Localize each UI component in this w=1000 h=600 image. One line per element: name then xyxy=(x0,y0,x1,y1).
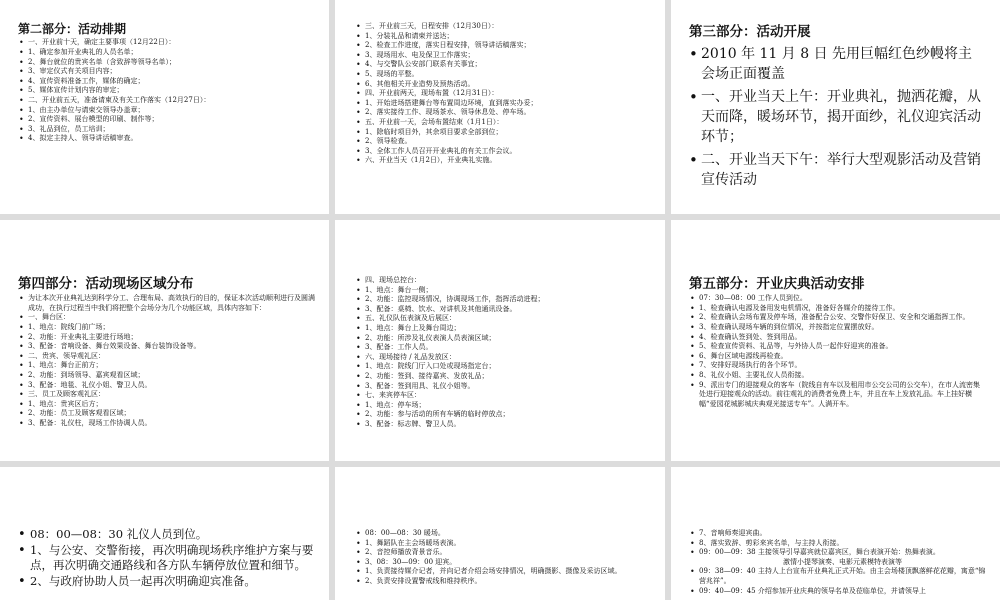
slide-title: 第四部分：活动现场区域分布 xyxy=(18,276,194,292)
list-item: • 5、现场的平整。 xyxy=(355,70,657,80)
list-item: • 4、拟定主持人、领导讲话稿审查。 xyxy=(18,134,321,144)
bullet-list xyxy=(18,38,321,144)
bullet-list xyxy=(355,529,657,587)
list-item: • 3、配备：桌椅、饮水、对讲机及其他通讯设备。 xyxy=(355,305,657,315)
list-item: • 四、现场总控台： xyxy=(355,276,657,286)
list-item: • 3、现场用水、电及保卫工作落实； xyxy=(355,51,657,61)
slide-2-schedule[interactable] xyxy=(0,0,329,214)
list-item: • 1、除临时项目外，其余项目要求全部到位； xyxy=(355,128,657,138)
list-item: • 7、音响师奏迎宾曲。 xyxy=(689,529,986,539)
slide-title: 第五部分：开业庆典活动安排 xyxy=(689,276,865,292)
slide-5-celebration[interactable] xyxy=(671,220,1000,461)
list-item: • 二、开业前五天，准备请柬及有关工作落实（12月27日）： xyxy=(18,96,321,106)
list-item: • 1、地点：舞台正前方； xyxy=(18,361,317,371)
list-item: • 2、功能：到场领导、嘉宾观看区域； xyxy=(18,371,317,381)
slide-3-activity[interactable] xyxy=(671,0,1000,214)
list-item: • 3、礼品到位，员工培训； xyxy=(18,125,321,135)
bullet-list xyxy=(355,22,657,166)
list-item: • 六、现场接待 / 礼品发放区： xyxy=(355,353,657,363)
list-item: • 5、检查宣传资料、礼品等，与外协人员一起作好迎宾的准备。 xyxy=(689,342,986,352)
list-item: • 一、舞台区： xyxy=(18,313,317,323)
list-item: • 4、检查确认签到处、签到用品。 xyxy=(689,333,986,343)
bullet-list xyxy=(689,294,986,409)
slide-zones-continued[interactable] xyxy=(335,220,665,461)
list-item: • 一、开业当天上午：开业典礼，抛洒花瓣，从天而降，暖场环节，揭开面纱，礼仪迎宾活动环节； xyxy=(689,87,986,147)
list-item: • 4、宣传资料准备工作，媒体的确定； xyxy=(18,77,321,87)
list-item: • 2、检查确认会场布置及停车场，准备配合公安、交警作好保卫、安全和交通指挥工作。 xyxy=(689,313,986,323)
list-item: • 一、开业前十天，确定主要事项（12月22日）： xyxy=(18,38,321,48)
bullet-list xyxy=(355,276,657,430)
list-item: • 2010 年 11 月 8 日 先用巨幅红色纱幔将主会场正面覆盖 xyxy=(689,44,986,84)
list-item: • 5、媒体宣传计划内容的审定； xyxy=(18,86,321,96)
list-item: • 2、功能：监控现场情况，协调现场工作，指挥活动进程； xyxy=(355,295,657,305)
slide-4-zones[interactable] xyxy=(0,220,329,461)
list-item: • 3、审定仪式有关项目内容； xyxy=(18,67,321,77)
list-item: • 3、配备：地毯、礼仪小姐、警卫人员。 xyxy=(18,381,317,391)
list-item: • 2、功能：开业典礼主要进行场地； xyxy=(18,333,317,343)
list-item: • 09：38—09：40 主持人上台宣布开业典礼正式开始。由主会场楼顶飘落鲜花花瓣，寓意“锦营兆祥”。 xyxy=(689,567,986,586)
list-item: • 为让本次开业典礼达到科学分工、合理布局、高效执行的目的，保证本次活动顺利进行及圆满成功，在执行过程当中我们将把整个会场分为几个功能区域，具体内容如下： xyxy=(18,294,317,313)
list-item: • 08：00—08：30 礼仪人员到位。 xyxy=(18,527,317,542)
list-item: • 4、与交警队公安部门联系有关事宜； xyxy=(355,60,657,70)
list-item: • 1、地点：舞台上及舞台周边； xyxy=(355,324,657,334)
list-item: • 6、舞台区域电源线再检查。 xyxy=(689,352,986,362)
list-item: • 2、检查工作进度，落实日程安排，领导讲话稿落实； xyxy=(355,41,657,51)
list-item: • 五、开业前一天，会场布置结束（1月1日）： xyxy=(355,118,657,128)
list-item: • 2、功能：参与活动的所有车辆的临时停放点； xyxy=(355,410,657,420)
list-item: • 2、落实接待工作、现场茶水、领导休息处、停车场。 xyxy=(355,108,657,118)
list-item: • 07：30—08：00 工作人员到位。 xyxy=(689,294,986,304)
list-item: 激情小提琴演奏、电影元素模特表演等 xyxy=(783,557,902,566)
list-item: • 1、地点：院线门前广场； xyxy=(18,323,317,333)
list-item: • 1、由主办单位与请柬交领导办盖章； xyxy=(18,106,321,116)
list-item: • 8、礼仪小姐、主要礼仪人员衔接。 xyxy=(689,371,986,381)
list-item: • 2、音控师播放背景音乐。 xyxy=(355,548,657,558)
list-item: • 1、开始进场搭建舞台等布置周边环境，直到落实办妥； xyxy=(355,99,657,109)
list-item: • 2、功能：员工及顾客观看区域； xyxy=(18,409,317,419)
list-item: • 四、开业前两天，现场布置（12月31日）： xyxy=(355,89,657,99)
list-item: • 二、开业当天下午：举行大型观影活动及营销宣传活动 xyxy=(689,150,986,190)
list-item: • 3、配备：音响设备、舞台效果设备、舞台装饰设备等。 xyxy=(18,342,317,352)
list-item: • 三、开业前三天，日程安排（12月30日）： xyxy=(355,22,657,32)
list-item: • 3、配备：标志牌、警卫人员。 xyxy=(355,420,657,430)
list-item: • 1、地点：舞台一侧； xyxy=(355,286,657,296)
list-item: • 8、落实致辞、剪彩来宾名单，与主持人衔接。 xyxy=(689,539,986,549)
list-item: • 二、贵宾、领导观礼区： xyxy=(18,352,317,362)
list-item: • 2、领导检查。 xyxy=(355,137,657,147)
list-item: • 6、其他相关开业造势及预热活动。 xyxy=(355,80,657,90)
slide-schedule-continued[interactable] xyxy=(335,0,665,214)
list-item: • 7、安排好现场执行的各个环节。 xyxy=(689,361,986,371)
list-item: • 09：40—09：45 介绍参加开业庆典的领导名单及莅临单位，并请领导上 xyxy=(689,587,986,597)
list-item: • 3、检查确认现场车辆的到位情况，并按指定位置摆放好。 xyxy=(689,323,986,333)
slide-title: 第二部分：活动排期 xyxy=(18,22,127,36)
list-item: • 2、宣传资料、展台模型的印刷、制作等； xyxy=(18,115,321,125)
list-item: • 七、来宾停车区： xyxy=(355,391,657,401)
list-item: • 1、舞蹈队在主会场暖场表演。 xyxy=(355,539,657,549)
list-item: • 3、配备：签到用具、礼仪小姐等。 xyxy=(355,382,657,392)
bullet-list xyxy=(689,44,986,190)
list-item: • 09：00—09：38 主接领导引导嘉宾就位嘉宾区，舞台表演开始：热舞表演。 xyxy=(689,548,986,558)
list-item: • 六、开业当天（1月2日），开业典礼实施。 xyxy=(355,156,657,166)
slide-ceremony-start[interactable] xyxy=(671,467,1000,600)
list-item: • 2、功能：所涉及礼仪表演人员表演区域； xyxy=(355,334,657,344)
list-item: • 1、负责接待媒介记者，并向记者介绍会场安排情况，明确摄影、摄像及采访区域。 xyxy=(355,567,657,577)
list-item: • 三、员工及顾客观礼区： xyxy=(18,390,317,400)
list-item: • 08：00—08：30 暖场。 xyxy=(355,529,657,539)
list-item: • 2、功能：签到、接待嘉宾、发放礼品； xyxy=(355,372,657,382)
list-item: • 1、地点：停车场； xyxy=(355,401,657,411)
list-item: • 3、配备：工作人员。 xyxy=(355,343,657,353)
list-item: • 1、地点：院线门厅入口处或现场指定台； xyxy=(355,362,657,372)
list-item: • 2、舞台就位的贵宾名单（含致辞等领导名单）； xyxy=(18,58,321,68)
slide-etiquette-arrival[interactable] xyxy=(0,467,329,600)
slide-warmup[interactable] xyxy=(335,467,665,600)
list-item: • 2、负责安排设置警戒线和维持秩序。 xyxy=(355,577,657,587)
list-item: • 2、与政府协助人员一起再次明确迎宾准备。 xyxy=(18,574,317,589)
list-item: • 9、派出专门的迎接观众的客车（院线自有车以及租用市公交公司的公交车），在市人流密集处进行迎接观众的活动。前往观礼的消费者免费上车，并且在车上发放礼品。车上挂好横幅“爱园花城影城庆典观光接送专车”。人满开车。 xyxy=(689,381,986,410)
slide-title: 第三部分：活动开展 xyxy=(689,24,811,40)
bullet-list xyxy=(18,294,317,428)
list-item: • 五、礼仪队伍表演及后展区： xyxy=(355,314,657,324)
list-item: • 1、地点：贵宾区后方； xyxy=(18,400,317,410)
list-item: • 1、检查确认电源及备用发电机情况，准备好各媒介的接待工作。 xyxy=(689,304,986,314)
list-item: • 3、全体工作人员召开开业典礼的有关工作会议。 xyxy=(355,147,657,157)
list-item: • 1、与公安、交警衔接，再次明确现场秩序维护方案与要点，再次明确交通路线和各方队车辆停放位置和细节。 xyxy=(18,543,317,573)
list-item: • 1、确定参加开业典礼的人员名单； xyxy=(18,48,321,58)
list-item: • 3、08：30—09：00 迎宾。 xyxy=(355,558,657,568)
bullet-list xyxy=(18,527,317,589)
bullet-list xyxy=(689,529,986,596)
list-item: • 3、配备：礼仪柱，现场工作协调人员。 xyxy=(18,419,317,429)
list-item: • 1、分装礼品和请柬并送达； xyxy=(355,32,657,42)
